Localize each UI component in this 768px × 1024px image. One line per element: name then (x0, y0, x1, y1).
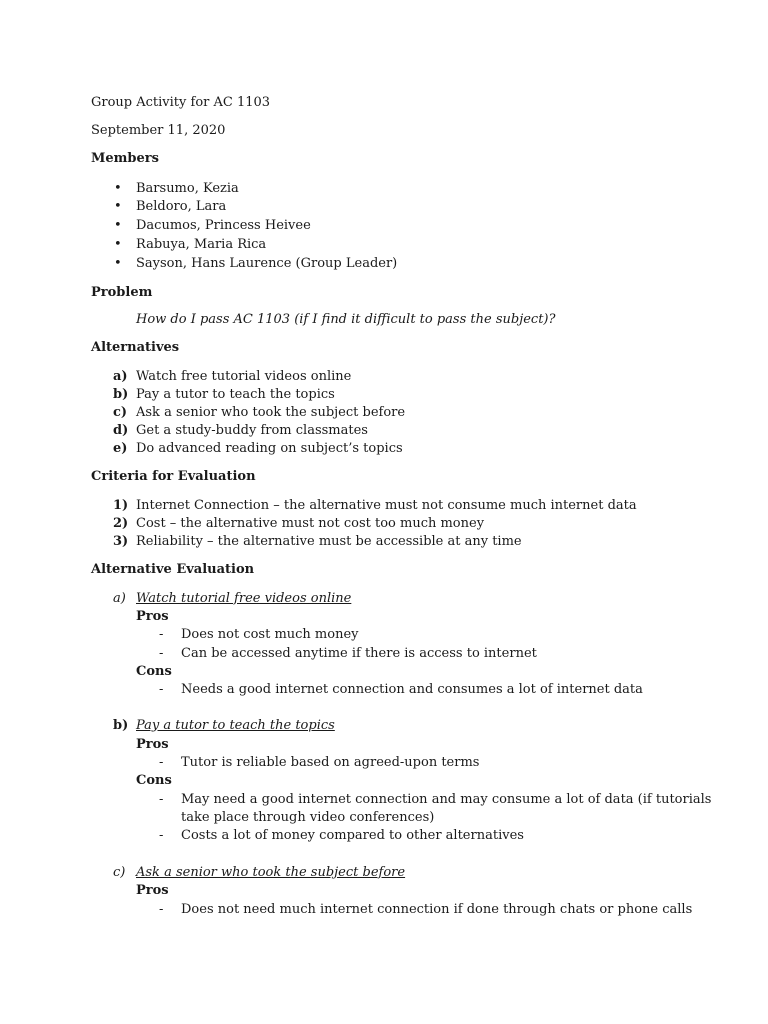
pro-item: Does not cost much money (181, 627, 359, 642)
dash: - (159, 902, 164, 917)
alternative-item: Ask a senior who took the subject before (136, 405, 406, 420)
alternative-item: Watch free tutorial videos online (136, 369, 352, 384)
criteria-item: Cost – the alternative must not cost too much money (136, 516, 485, 531)
list-marker: b) (113, 387, 129, 402)
con-item: Costs a lot of money compared to other alternatives (181, 828, 524, 843)
evaluation-title: Ask a senior who took the subject before (136, 865, 406, 880)
pros-label: Pros (136, 737, 169, 752)
con-item: Needs a good internet connection and consumes a lot of internet data (181, 682, 643, 697)
dash: - (159, 828, 164, 843)
problem-text: How do I pass AC 1103 (if I find it difficult to pass the subject)? (136, 312, 556, 327)
pros-label: Pros (136, 609, 169, 624)
list-marker: 3) (113, 534, 129, 549)
evaluation-title: Watch tutorial free videos online (136, 591, 352, 606)
member-item: Dacumos, Princess Heivee (136, 218, 311, 233)
pro-item: Does not need much internet connection if done through chats or phone calls (181, 902, 693, 917)
list-marker: c) (113, 865, 126, 880)
list-marker: 2) (113, 516, 129, 531)
con-item-continuation: take place through video conferences) (181, 810, 435, 825)
pros-label: Pros (136, 883, 169, 898)
evaluation-heading: Alternative Evaluation (91, 562, 255, 577)
dash: - (159, 755, 164, 770)
dash: - (159, 646, 164, 661)
alternatives-heading: Alternatives (91, 340, 180, 355)
member-item: Barsumo, Kezia (136, 181, 239, 196)
bullet: • (114, 199, 122, 214)
bullet: • (114, 256, 122, 271)
dash: - (159, 627, 164, 642)
cons-label: Cons (136, 664, 172, 679)
list-marker: c) (113, 405, 128, 420)
list-marker: a) (113, 369, 128, 384)
document-title: Group Activity for AC 1103 (91, 95, 271, 110)
member-item: Sayson, Hans Laurence (Group Leader) (136, 256, 398, 271)
bullet: • (114, 181, 122, 196)
dash: - (159, 792, 164, 807)
member-item: Rabuya, Maria Rica (136, 237, 267, 252)
document-date: September 11, 2020 (91, 123, 226, 138)
member-item: Beldoro, Lara (136, 199, 227, 214)
con-item: May need a good internet connection and may consume a lot of data (if tutorials (181, 792, 712, 807)
cons-label: Cons (136, 773, 172, 788)
list-marker: 1) (113, 498, 129, 513)
list-marker: b) (113, 718, 129, 733)
alternative-item: Do advanced reading on subject’s topics (136, 441, 403, 456)
list-marker: a) (113, 591, 126, 606)
list-marker: e) (113, 441, 128, 456)
evaluation-title: Pay a tutor to teach the topics (136, 718, 335, 733)
pro-item: Tutor is reliable based on agreed-upon terms (181, 755, 480, 770)
problem-heading: Problem (91, 285, 153, 300)
criteria-heading: Criteria for Evaluation (91, 469, 256, 484)
list-marker: d) (113, 423, 129, 438)
bullet: • (114, 218, 122, 233)
bullet: • (114, 237, 122, 252)
pro-item: Can be accessed anytime if there is access to internet (181, 646, 537, 661)
members-heading: Members (91, 151, 159, 166)
criteria-item: Reliability – the alternative must be accessible at any time (136, 534, 522, 549)
criteria-item: Internet Connection – the alternative must not consume much internet data (136, 498, 637, 513)
alternative-item: Pay a tutor to teach the topics (136, 387, 335, 402)
dash: - (159, 682, 164, 697)
alternative-item: Get a study-buddy from classmates (136, 423, 368, 438)
